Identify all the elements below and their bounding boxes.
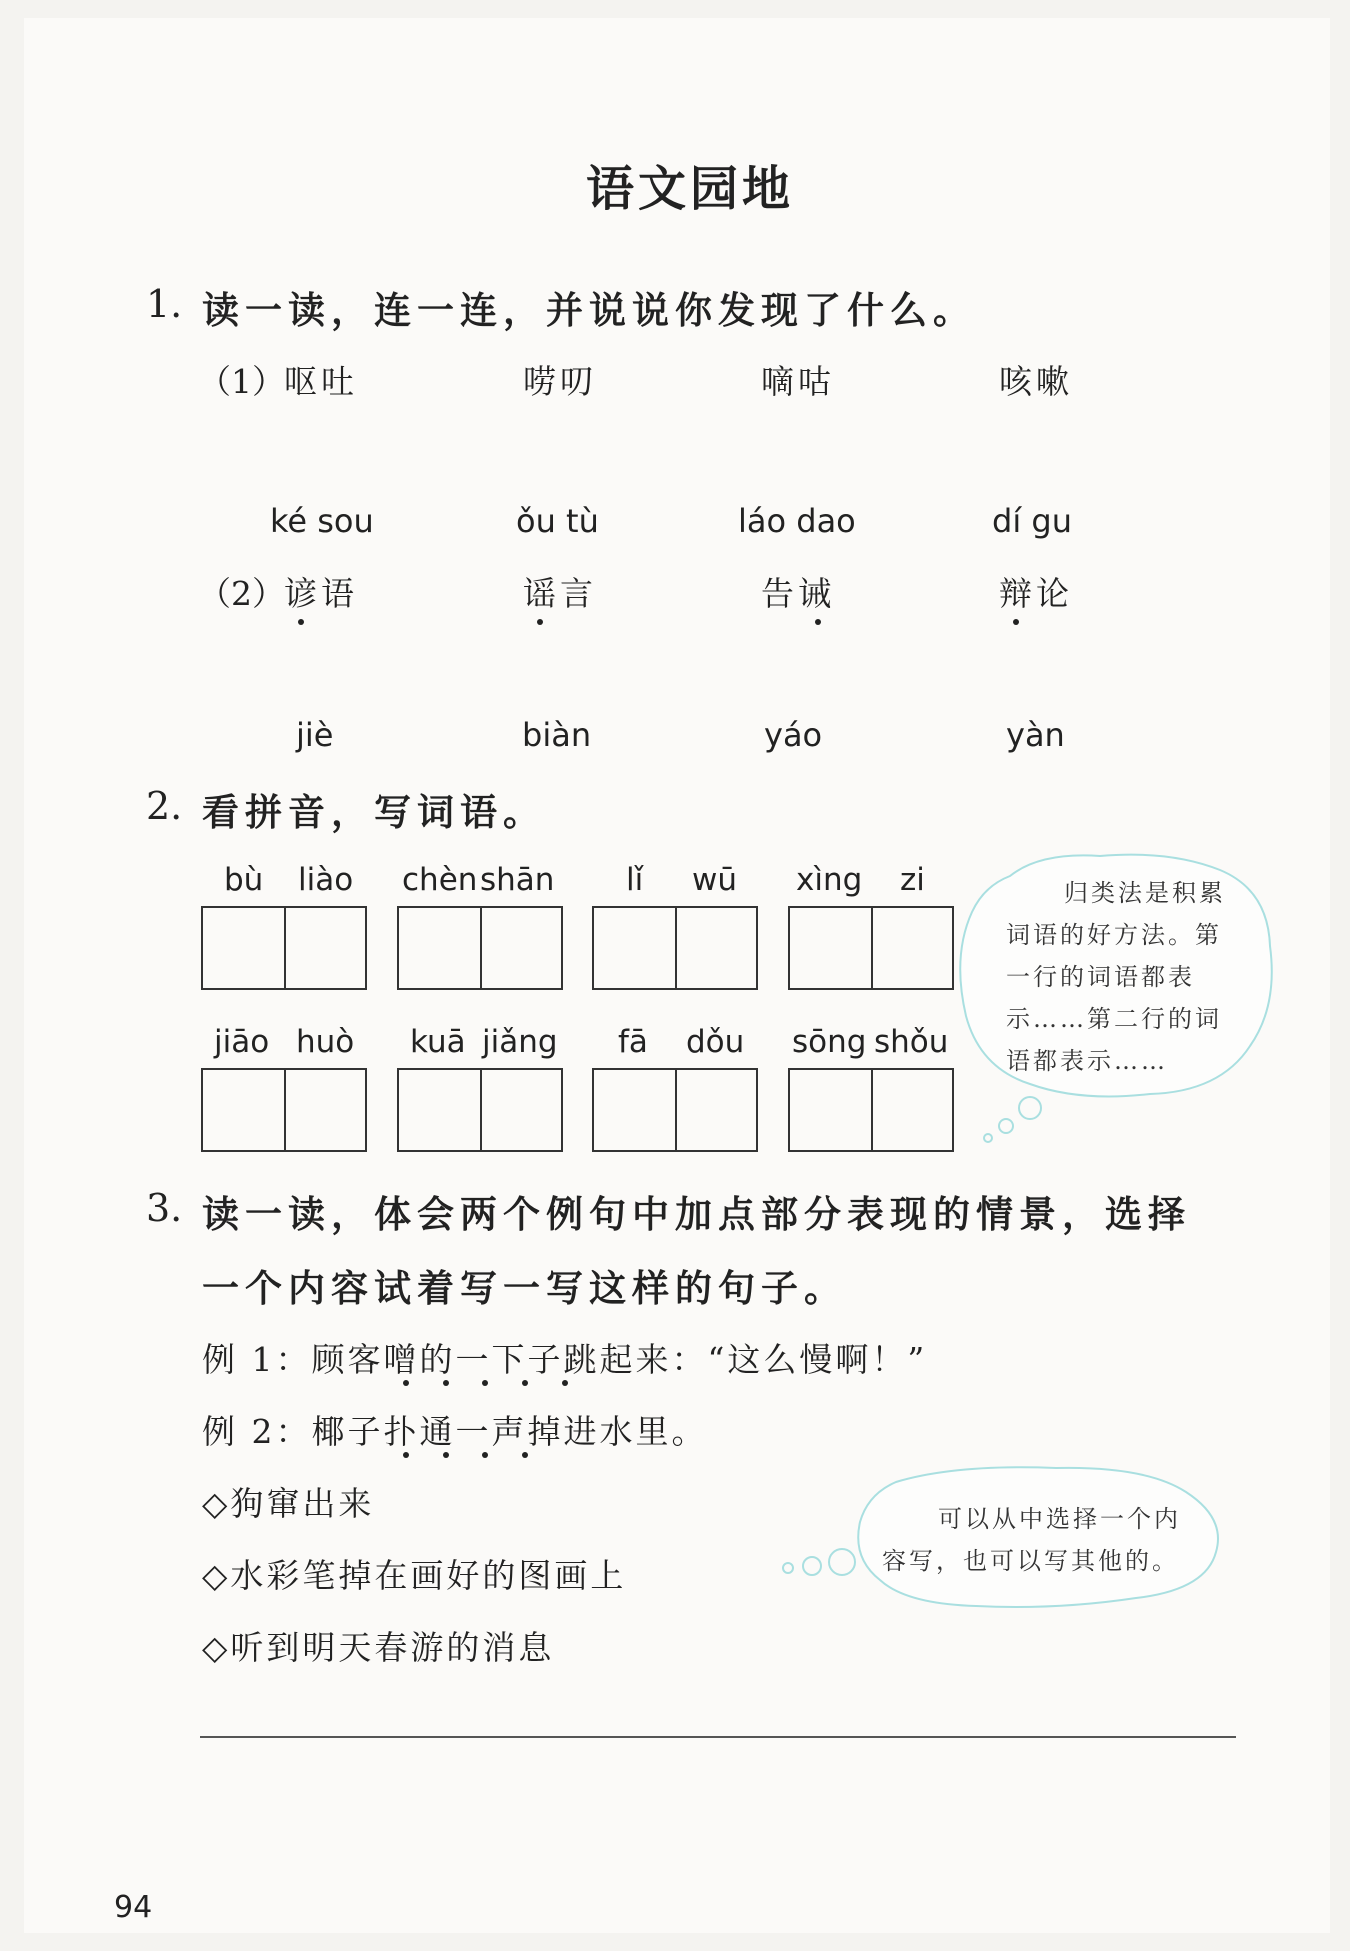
q1-row2-pinyin: biàn [522, 716, 592, 754]
writing-box[interactable] [592, 1068, 758, 1152]
writing-box[interactable] [201, 1068, 367, 1152]
q3-option: ◇听到明天春游的消息 [202, 1628, 555, 1667]
q2-number: 2. [146, 784, 183, 828]
q2-pinyin: huò [296, 1024, 355, 1060]
q2-pinyin: shān [480, 862, 555, 898]
emphasis-dot [298, 619, 304, 625]
q2-pinyin: jiǎng [482, 1024, 558, 1060]
q2-pinyin: lǐ [626, 862, 644, 898]
bubble-line: 归类法是积累 [1064, 879, 1226, 907]
emphasis-dot [482, 1452, 488, 1458]
emphasis-dot [403, 1380, 409, 1386]
bubble-line: 一行的词语都表 [1006, 963, 1195, 991]
q3-example-1: 例 1：顾客噌的一下子跳起来：“这么慢啊！” [202, 1340, 928, 1379]
writing-box[interactable] [201, 906, 367, 990]
writing-box[interactable] [397, 1068, 563, 1152]
q1-row2-label: （2） [198, 574, 285, 613]
page-number: 94 [114, 1890, 153, 1925]
bubble-line: 示……第二行的词 [1006, 1005, 1222, 1033]
writing-box[interactable] [397, 906, 563, 990]
bubble-line: 语都表示…… [1006, 1047, 1168, 1075]
emphasis-dot [403, 1452, 409, 1458]
q2-pinyin: fā [618, 1024, 648, 1060]
emphasis-dot [443, 1380, 449, 1386]
bubble-line: 容写，也可以写其他的。 [882, 1547, 1179, 1575]
emphasis-dot [562, 1380, 568, 1386]
q2-pinyin: liào [298, 862, 354, 898]
q1-row1-word: 唠叨 [523, 362, 597, 401]
writing-box[interactable] [788, 906, 954, 990]
page-title: 语文园地 [585, 161, 794, 217]
q1-row2-word: 告诫 [761, 574, 835, 613]
q1-row2-pinyin: yáo [764, 716, 823, 754]
q1-row1-word: 咳嗽 [999, 362, 1073, 401]
q1-row1-label: （1） [198, 362, 285, 401]
emphasis-dot [522, 1380, 528, 1386]
emphasis-dot [537, 619, 543, 625]
q1-row2-word: 谚语 [284, 574, 358, 613]
q1-row2-word: 谣言 [523, 574, 597, 613]
q2-pinyin: sōng [792, 1024, 867, 1060]
q2-pinyin: zi [900, 862, 925, 898]
q2-instruction: 看拼音，写词语。 [202, 790, 546, 834]
bubble-line: 可以从中选择一个内 [938, 1505, 1181, 1533]
q3-instruction-line1: 读一读，体会两个例句中加点部分表现的情景，选择 [202, 1192, 1191, 1236]
q3-option: ◇狗窜出来 [202, 1484, 375, 1523]
emphasis-dot [443, 1452, 449, 1458]
q1-row1-pinyin: ǒu tù [516, 502, 599, 540]
emphasis-dot [522, 1452, 528, 1458]
q1-row1-word: 呕吐 [284, 362, 358, 401]
q3-example-2: 例 2：椰子扑通一声掉进水里。 [202, 1412, 708, 1451]
q3-option: ◇水彩笔掉在画好的图画上 [202, 1556, 627, 1595]
emphasis-dot [815, 619, 821, 625]
q1-instruction: 读一读，连一连，并说说你发现了什么。 [202, 288, 976, 332]
q2-pinyin: chèn [402, 862, 478, 898]
emphasis-dot [1013, 619, 1019, 625]
q1-row2-word: 辩论 [999, 574, 1073, 613]
q2-pinyin: bù [224, 862, 264, 898]
q3-number: 3. [146, 1186, 183, 1230]
q2-pinyin: wū [692, 862, 738, 898]
q2-pinyin: shǒu [874, 1024, 949, 1060]
q2-pinyin: xìng [796, 862, 863, 898]
q1-row1-pinyin: dí gu [992, 502, 1072, 540]
writing-box[interactable] [788, 1068, 954, 1152]
q1-row1-word: 嘀咕 [761, 362, 835, 401]
emphasis-dot [482, 1380, 488, 1386]
bubble-line: 词语的好方法。第 [1006, 921, 1222, 949]
q2-pinyin: kuā [410, 1024, 466, 1060]
q1-row2-pinyin: jiè [296, 716, 334, 754]
q3-instruction-line2: 一个内容试着写一写这样的句子。 [202, 1266, 847, 1310]
q1-row1-pinyin: ké sou [270, 502, 374, 540]
q2-pinyin: jiāo [214, 1024, 270, 1060]
writing-box[interactable] [592, 906, 758, 990]
q1-row1-pinyin: láo dao [738, 502, 856, 540]
q1-row2-pinyin: yàn [1006, 716, 1065, 754]
q1-number: 1. [146, 282, 183, 326]
q2-pinyin: dǒu [686, 1024, 745, 1060]
answer-line[interactable] [200, 1736, 1236, 1738]
